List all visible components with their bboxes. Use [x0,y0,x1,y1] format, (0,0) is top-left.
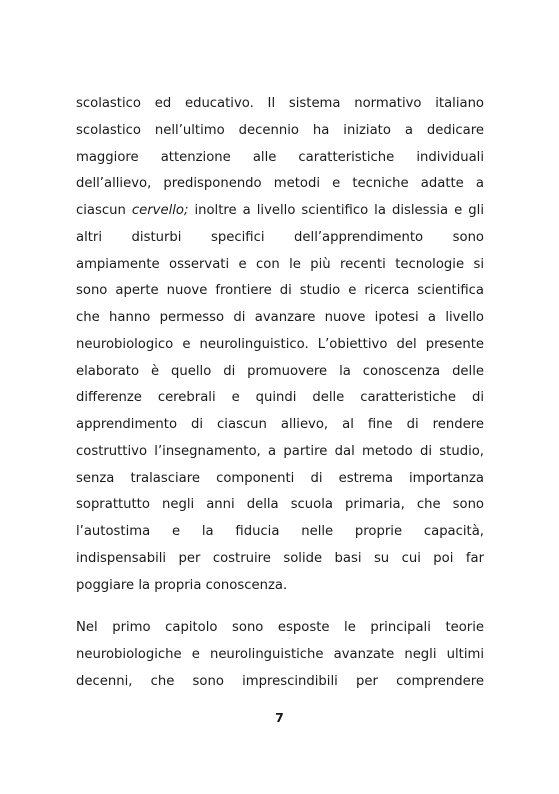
text-line: soprattutto negli anni della scuola primaria, che sono [76,497,484,513]
text-line: senza tralasciare componenti di estrema importanza [76,470,484,486]
text-line: altri disturbi specifici dell’apprendimento sono [76,229,484,245]
text-line: decenni, che sono imprescindibili per comprendere [76,673,484,689]
text-line: l’autostima e la fiducia nelle proprie capacità, [76,524,484,539]
text-line: Nel primo capitolo sono esposte le principali teorie [76,620,484,635]
text-line: che hanno permesso di avanzare nuove ipotesi a livello [76,310,484,325]
italic-term: cervello; [131,203,189,218]
text-line: costruttivo l’insegnamento, a partire dal metodo di studio, [76,443,484,459]
text-line: apprendimento di ciascun allievo, al fine di rendere [76,417,484,432]
text-line: maggiore attenzione alle caratteristiche individuali [76,149,484,165]
text-line: neurobiologiche e neurolinguistiche avanzate negli ultimi [76,646,484,662]
body-paragraph [76,91,484,599]
text-line: ampiamente osservati e con le più recenti tecnologie si [76,256,484,272]
text-run: ciascun [76,203,132,218]
text-line: differenze cerebrali e quindi delle caratteristiche di [76,390,484,406]
text-line: dell’allievo, predisponendo metodi e tecniche adatte a [76,176,484,192]
text-line: sono aperte nuove frontiere di studio e ricerca scientifica [76,283,484,299]
text-line: poggiare la propria conoscenza. [76,577,288,593]
text-line [76,198,484,225]
text-line: neurobiologico e neurolinguistico. L’obiettivo del presente [76,336,484,352]
text-run: inoltre a livello scientifico la dislessia e gli [188,203,485,218]
text-line: scolastico ed educativo. Il sistema normativo italiano [76,96,484,111]
page-number: 7 [275,710,284,725]
text-line: scolastico nell’ultimo decennio ha iniziato a dedicare [76,122,484,138]
text-line: indispensabili per costruire solide basi su cui poi far [76,550,484,566]
text-line: elaborato è quello di promuovere la conoscenza delle [76,363,484,379]
body-paragraph [76,615,484,695]
